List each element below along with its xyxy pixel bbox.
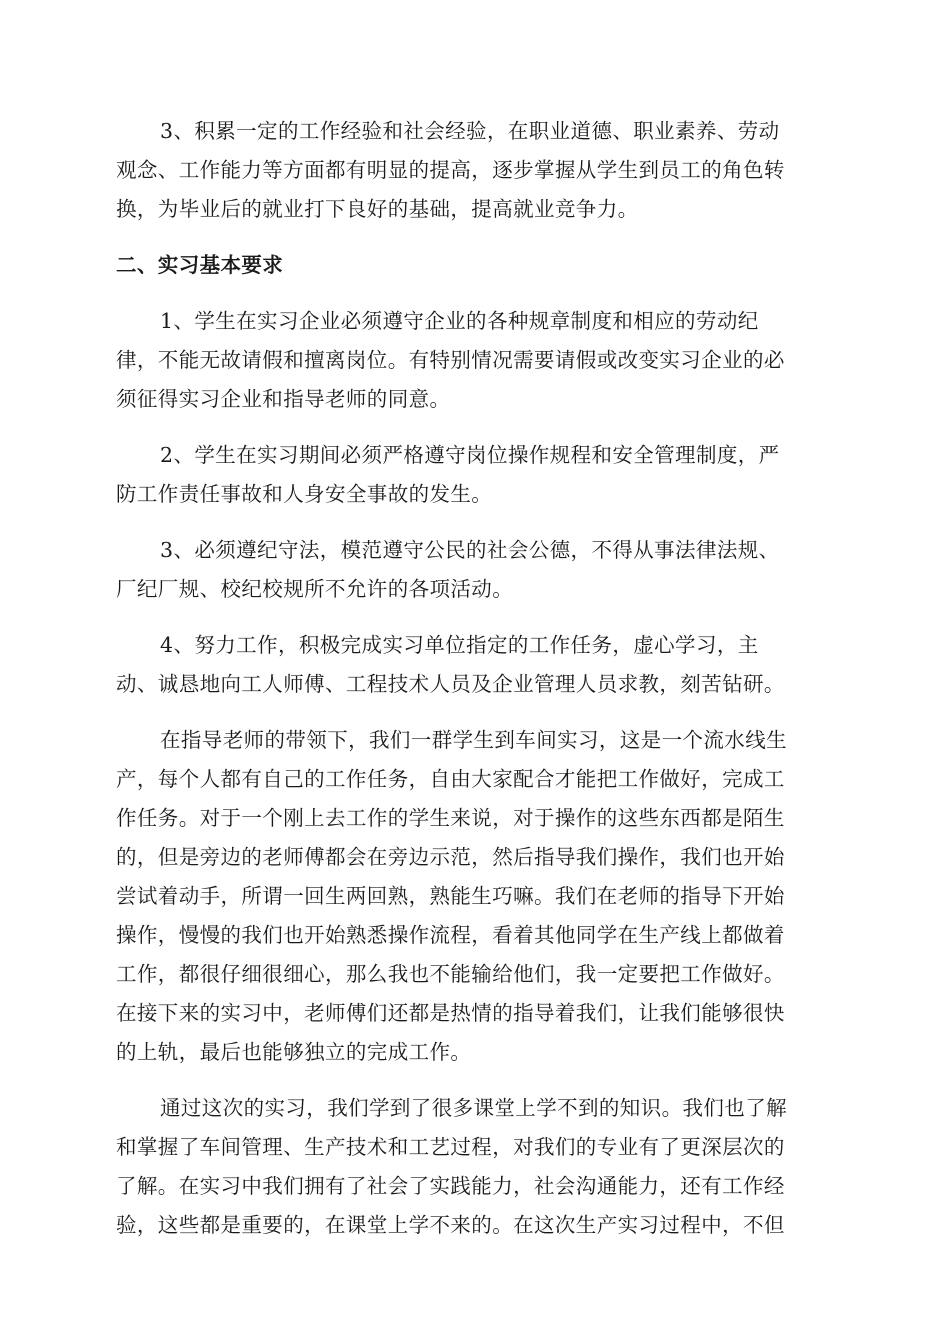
text-line: 工作，都很仔细很细心，那么我也不能输给他们，我一定要把工作做好。 bbox=[116, 962, 785, 986]
text-line: 须征得实习企业和指导老师的同意。 bbox=[116, 387, 451, 411]
text-line: 在接下来的实习中，老师傅们还都是热情的指导着我们，让我们能够很快 bbox=[116, 1001, 785, 1025]
paragraph-requirement-1 bbox=[116, 302, 836, 419]
text-line: 产，每个人都有自己的工作任务，自由大家配合才能把工作做好，完成工 bbox=[116, 767, 785, 791]
text-line: 了解。在实习中我们拥有了社会了实践能力，社会沟通能力，还有工作经 bbox=[116, 1174, 785, 1198]
text-line: 3、积累一定的工作经验和社会经验，在职业道德、职业素养、劳动 bbox=[160, 119, 780, 143]
text-line: 在指导老师的带领下，我们一群学生到车间实习，这是一个流水线生 bbox=[160, 728, 787, 752]
text-line: 动、诚恳地向工人师傅、工程技术人员及企业管理人员求教，刻苦钻研。 bbox=[116, 672, 785, 696]
paragraph-requirement-3 bbox=[116, 531, 836, 609]
text-line: 的上轨，最后也能够独立的完成工作。 bbox=[116, 1040, 472, 1064]
paragraph-workshop-experience bbox=[116, 721, 836, 1072]
text-line: 3、必须遵纪守法，模范遵守公民的社会公德，不得从事法律法规、 bbox=[160, 538, 780, 562]
text-line: 防工作责任事故和人身安全事故的发生。 bbox=[116, 482, 493, 506]
text-line: 验，这些都是重要的，在课堂上学不来的。在这次生产实习过程中，不但 bbox=[116, 1213, 785, 1237]
text-line: 厂纪厂规、校纪校规所不允许的各项活动。 bbox=[116, 577, 514, 601]
document-body bbox=[116, 112, 836, 1262]
text-line: 1、学生在实习企业必须遵守企业的各种规章制度和相应的劳动纪 bbox=[160, 309, 759, 333]
text-line: 4、努力工作，积极完成实习单位指定的工作任务，虚心学习，主 bbox=[160, 633, 759, 657]
paragraph-summary bbox=[116, 1089, 836, 1245]
paragraph-requirement-4 bbox=[116, 626, 836, 704]
text-line: 2、学生在实习期间必须严格遵守岗位操作规程和安全管理制度，严 bbox=[160, 443, 780, 467]
text-line: 观念、工作能力等方面都有明显的提高，逐步掌握从学生到员工的角色转 bbox=[116, 158, 785, 182]
text-line: 律，不能无故请假和擅离岗位。有特别情况需要请假或改变实习企业的必 bbox=[116, 348, 785, 372]
text-line: 尝试着动手，所谓一回生两回熟，熟能生巧嘛。我们在老师的指导下开始 bbox=[116, 884, 785, 908]
section-heading: 二、实习基本要求 bbox=[116, 253, 284, 277]
text-line: 的，但是旁边的老师傅都会在旁边示范，然后指导我们操作，我们也开始 bbox=[116, 845, 785, 869]
text-line: 通过这次的实习，我们学到了很多课堂上学不到的知识。我们也了解 bbox=[160, 1096, 787, 1120]
text-line: 操作，慢慢的我们也开始熟悉操作流程，看着其他同学在生产线上都做着 bbox=[116, 923, 785, 947]
paragraph-goal-3 bbox=[116, 112, 836, 229]
text-line: 和掌握了车间管理、生产技术和工艺过程，对我们的专业有了更深层次的 bbox=[116, 1135, 785, 1159]
text-line: 作任务。对于一个刚上去工作的学生来说，对于操作的这些东西都是陌生 bbox=[116, 806, 785, 830]
text-line: 换，为毕业后的就业打下良好的基础，提高就业竞争力。 bbox=[116, 197, 639, 221]
paragraph-requirement-2 bbox=[116, 436, 836, 514]
